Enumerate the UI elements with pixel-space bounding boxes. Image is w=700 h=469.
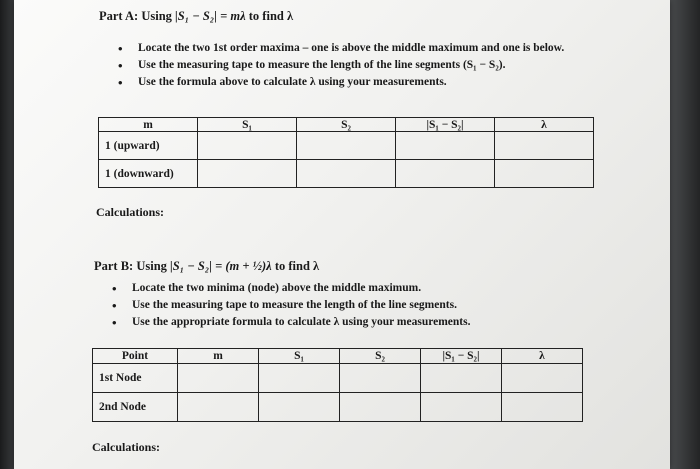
row-label: 1st Node [93,364,178,393]
worksheet-page [14,0,670,469]
table-cell-lambda[interactable] [495,160,594,188]
table-cell-s2[interactable] [340,364,421,393]
part-b-heading-suffix: to find λ [271,259,320,273]
part-b-formula: |S₁ − S₂| = (m + ½)λ [170,259,272,273]
part-a-heading-prefix: Part A: Using [99,9,176,23]
table-cell-s1[interactable] [198,160,297,188]
part-b-table [92,348,583,422]
part-b-heading-prefix: Part B: Using [94,259,171,273]
header-point: Point [93,349,178,364]
table-cell-lambda[interactable] [502,364,583,393]
table-cell-m[interactable] [178,393,259,422]
table-row [99,160,594,188]
header-abs-diff: |S₁ − S₂| [421,349,502,364]
desk-background-left [0,0,14,469]
header-abs-diff: |S₁ − S₂| [396,118,495,132]
header-m: m [178,349,259,364]
header-lambda: λ [495,118,594,132]
table-cell-s2[interactable] [297,132,396,160]
part-a-table [98,117,594,188]
desk-background-right [670,0,700,469]
table-row [99,132,594,160]
part-b-calculations-label: Calculations: [92,440,161,454]
table-cell-s1[interactable] [259,393,340,422]
header-s1: S₁ [198,118,297,132]
part-b-bullet: • Use the appropriate formula to calculate λ using your measurements. [108,314,471,331]
part-a-bullet: • Locate the two 1st order maxima – one is above the middle maximum and one is below. [114,40,564,57]
part-a-instructions [114,40,564,91]
row-label: 2nd Node [93,393,178,422]
table-row [93,364,583,393]
part-a-heading-suffix: to find λ [245,9,294,23]
table-header-row [99,118,594,132]
row-label: 1 (downward) [99,160,198,188]
header-m: m [99,118,198,132]
part-a-formula: |S₁ − S₂| = mλ [175,9,246,23]
table-cell-s2[interactable] [297,160,396,188]
part-b-instructions [108,280,471,331]
header-s2: S₂ [297,118,396,132]
table-cell-s1[interactable] [198,132,297,160]
header-lambda: λ [502,349,583,364]
table-cell-abs-diff[interactable] [421,393,502,422]
table-cell-abs-diff[interactable] [396,132,495,160]
part-a-bullet: • Use the measuring tape to measure the length of the line segments (S₁ − S₂). [114,57,564,74]
part-a-calculations-label: Calculations: [96,205,165,219]
table-cell-lambda[interactable] [502,393,583,422]
table-header-row [93,349,583,364]
row-label: 1 (upward) [99,132,198,160]
part-a-bullet: • Use the formula above to calculate λ using your measurements. [114,74,564,91]
table-cell-abs-diff[interactable] [396,160,495,188]
header-s2: S₂ [340,349,421,364]
part-a-heading [99,9,293,24]
table-row [93,393,583,422]
table-cell-abs-diff[interactable] [421,364,502,393]
table-cell-s1[interactable] [259,364,340,393]
table-cell-s2[interactable] [340,393,421,422]
table-cell-lambda[interactable] [495,132,594,160]
table-cell-m[interactable] [178,364,259,393]
part-b-bullet: • Use the measuring tape to measure the length of the line segments. [108,297,471,314]
part-b-heading [94,259,319,274]
header-s1: S₁ [259,349,340,364]
part-b-bullet: • Locate the two minima (node) above the middle maximum. [108,280,471,297]
